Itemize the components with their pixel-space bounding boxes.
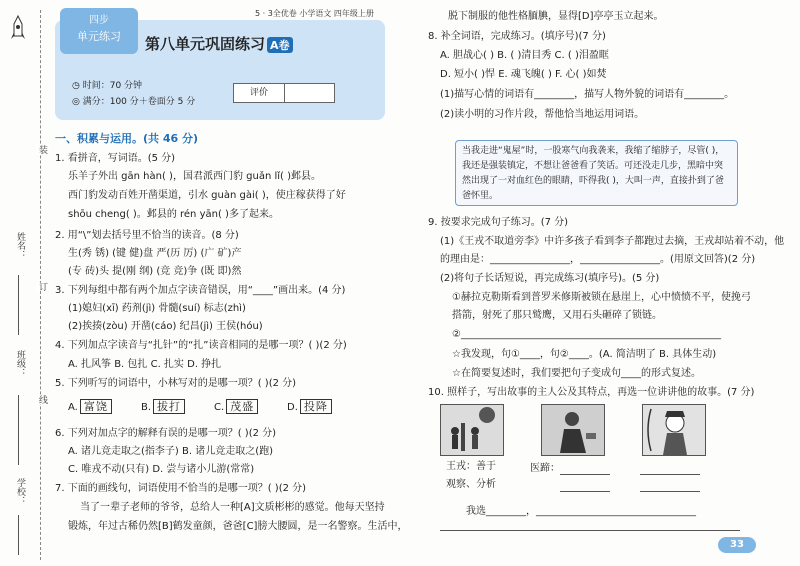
q8-sub: (1)描写心情的词语有________，描写人物外貌的词语有________。: [440, 89, 735, 100]
cut-mark-2: 订: [37, 282, 47, 291]
cut-mark-3: 线: [37, 395, 47, 404]
q2-row: (专 砖)头 提(刚 纲) (竞 竞)争 (既 即)然: [68, 266, 242, 277]
q5-option: C. 茂盛: [214, 399, 258, 414]
answer-line: [440, 530, 740, 531]
q9-line: (2)将句子长话短说，再完成练习(填序号)。(5 分): [440, 273, 660, 284]
title-main: 第八单元巩固练习: [145, 35, 266, 53]
score-info: ◎ 满分：100 分＋卷面分 5 分: [72, 97, 196, 107]
class-label: 班级：: [15, 350, 25, 377]
q6-stem: 6. 下列对加点字的解释有误的是哪一项？( )(2 分): [55, 428, 277, 439]
q9-line: 搭箭，射死了那只鹫鹰，又用石头砸碎了锁链。: [452, 310, 662, 321]
q7-continued: 脱下制服的他性格腼腆，显得[D]亭亭玉立起来。: [448, 11, 664, 22]
school-label: 学校：: [15, 478, 25, 505]
unit-badge: [60, 8, 138, 54]
rocket-icon: [10, 14, 26, 44]
q9-line: 的理由是：________________，________________。(用原文回答)(2 分): [440, 254, 756, 265]
q9-stem: 9. 按要求完成句子练习。(7 分): [428, 217, 569, 228]
q10-caption: 观察、分析: [446, 479, 496, 490]
q1-stem: 1. 看拼音，写词语。(5 分): [55, 153, 176, 164]
title-badge: A卷: [267, 37, 293, 53]
school-blank: [18, 515, 19, 555]
series-label: 5 · 3全优卷 小学语文 四年级上册: [255, 9, 374, 18]
q7-passage: 锻炼，年过古稀仍然[B]鹤发童颜，爸爸[C]膀大腰圆，是一名警察。生活中，: [68, 521, 408, 532]
q9-line: ①赫拉克勒斯看到普罗米修斯被锁在悬崖上，心中愤愤不平，使挽弓: [452, 292, 751, 303]
page-number: 33: [718, 537, 756, 553]
q7-stem: 7. 下面的画线句，词语使用不恰当的是哪一项？( )(2 分): [55, 483, 307, 494]
class-blank: [18, 395, 19, 465]
q6-row: C. 唯戎不动(只有) D. 尝与诸小儿游(常常): [68, 464, 255, 475]
passage-box: 当我走进“鬼屋”时，一股寒气向我袭来，我缩了缩脖子，尽管( )，我还是强装镇定，不想让爸爸看了笑话。可还没走几步，黑暗中突然出现了一对血红色的眼睛，吓得我( )，大叫一声，直接扑到了爸爸怀里。: [455, 140, 738, 206]
q7-passage: 当了一辈子老师的爷爷，总给人一种[A]文质彬彬的感觉。他每天坚持: [80, 502, 385, 513]
q5-stem: 5. 下列听写的词语中，小林写对的是哪一项？( )(2 分): [55, 378, 297, 389]
q9-line: ②____________________________________________________: [452, 329, 721, 340]
q8-options: D. 短小( )悍 E. 魂飞魄( ) F. 心( )如焚: [440, 69, 607, 80]
q9-line: (1)《王戎不取道旁李》中许多孩子看到李子都跑过去摘，王戎却站着不动，他: [440, 236, 785, 247]
cut-mark-1: 装: [37, 145, 47, 154]
name-blank: [18, 275, 19, 335]
answer-line: [640, 491, 700, 492]
q3-stem: 3. 下列每组中都有两个加点字读音错误，用“____”画出来。(4 分): [55, 285, 346, 296]
section-heading: 一、积累与运用。(共 46 分): [55, 132, 199, 145]
q10-choose: 我选________，________________________________: [466, 506, 696, 517]
clock-icon: ◷: [72, 81, 83, 91]
name-label: 姓名：: [15, 232, 25, 259]
q3-row: (2)挨揍(zòu) 开凿(cáo) 纪昌(jì) 王侯(hóu): [68, 321, 263, 332]
target-icon: ◎: [72, 97, 83, 107]
q5-option: B. 拔打: [141, 399, 185, 414]
q5-option: D. 投降: [287, 399, 332, 414]
q8-sub: (2)读小明的习作片段，帮他恰当地运用词语。: [440, 109, 645, 120]
q1-line: 乐羊子外出 gān hàn( )，国君派西门豹 guǎn lǐ( )邺县。: [68, 171, 322, 182]
q10-caption: 王戎：善于: [446, 461, 496, 472]
time-info: ◷ 时间：70 分钟: [72, 81, 143, 91]
q5-option: A. 富饶: [68, 399, 112, 414]
answer-line: [640, 474, 700, 475]
q9-line: ☆在简要复述时，我们要把句子变成句____的形式复述。: [452, 368, 701, 379]
answer-line: [560, 474, 610, 475]
q3-row: (1)媳妇(xī) 药剂(jì) 骨髓(suí) 标志(zhì): [68, 303, 246, 314]
badge-line2: 单元练习: [77, 30, 121, 43]
evaluation-box: [233, 83, 335, 103]
bianque-picture: [541, 404, 605, 456]
answer-line: [560, 491, 610, 492]
q1-line: shōu cheng( )。邺县的 rén yān( )多了起来。: [68, 209, 279, 220]
q9-line: ☆我发现，句①____，句②____。(A. 简洁明了 B. 具体生动): [452, 349, 717, 360]
q10-stem: 10. 照样子，写出故事的主人公及其特点，再选一位讲讲他的故事。(7 分): [428, 387, 755, 398]
badge-line1: 四步: [89, 15, 109, 26]
houyi-picture: [642, 404, 706, 456]
q1-line: 西门豹发动百姓开凿渠道，引水 guàn gài( )，使庄稼获得了好: [68, 190, 346, 201]
page-title: [145, 33, 293, 54]
q2-row: 生(秀 锈) (键 健)盘 严(历 厉) (广 矿)产: [68, 248, 242, 259]
wangrong-picture: [440, 404, 504, 456]
q8-options: A. 胆战心( ) B. ( )清目秀 C. ( )泪盈眶: [440, 50, 609, 61]
q4-options: A. 扎风筝 B. 包扎 C. 扎实 D. 挣扎: [68, 359, 222, 370]
q10-caption: 医蹄：: [530, 463, 560, 474]
q8-stem: 8. 补全词语，完成练习。(填序号)(7 分): [428, 31, 606, 42]
q4-stem: 4. 下列加点字读音与“扎针”的“扎”读音相同的是哪一项？( )(2 分): [55, 340, 347, 351]
q6-row: A. 诸儿竞走取之(指李子) B. 诸儿竞走取之(跑): [68, 446, 274, 457]
q2-stem: 2. 用“\”划去括号里不恰当的读音。(8 分): [55, 230, 239, 241]
evaluation-label: 评价: [234, 84, 285, 102]
